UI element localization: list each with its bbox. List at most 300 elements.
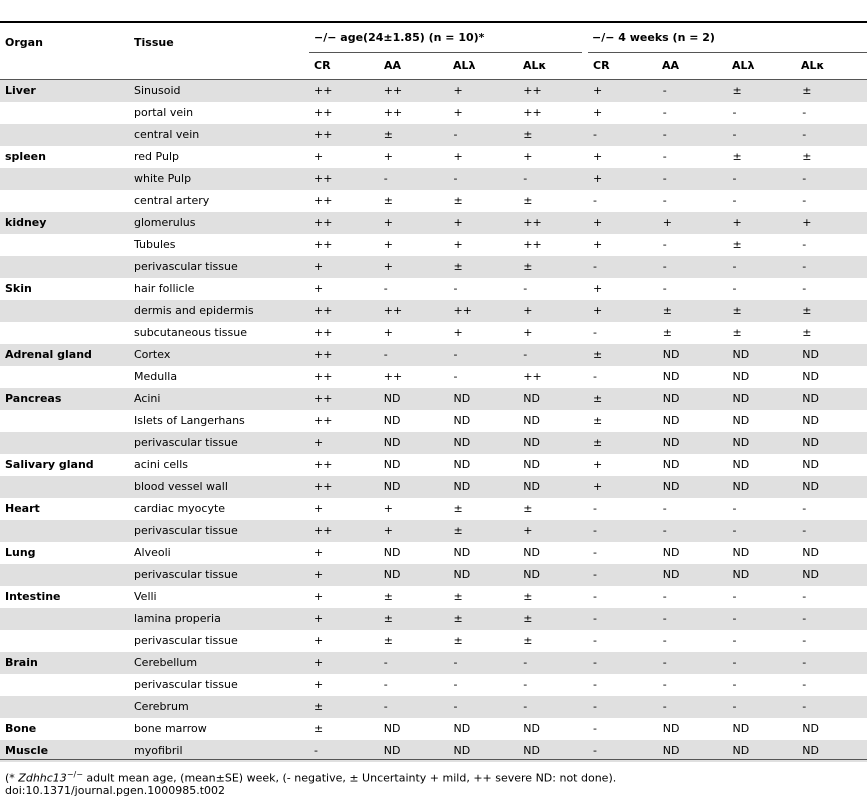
table-row — [0, 366, 867, 388]
value-cell: - — [518, 696, 588, 718]
value-cell: - — [662, 194, 667, 207]
table-row — [0, 718, 867, 740]
value-cell: + — [588, 168, 658, 190]
organ-cell — [0, 674, 129, 696]
value-cell: ± — [518, 608, 588, 630]
organ-cell: Muscle — [0, 740, 129, 762]
value-cell: ± — [518, 124, 588, 146]
value-cell: + — [309, 432, 379, 454]
table-row — [0, 322, 867, 344]
value-cell: ± — [732, 238, 742, 251]
value-cell: ++ — [314, 414, 333, 427]
footnote-prefix: (* — [5, 771, 19, 785]
table-row — [0, 410, 867, 432]
group-4weeks-underline — [588, 52, 867, 53]
tissue-cell: white Pulp — [129, 168, 309, 190]
organ-cell: kidney — [0, 212, 129, 234]
value-cell: ND — [802, 370, 819, 383]
value-cell: ND — [518, 740, 588, 762]
value-cell: - — [593, 546, 597, 559]
value-cell: - — [379, 652, 449, 674]
value-cell: ± — [802, 326, 812, 339]
value-cell: ++ — [523, 106, 542, 119]
value-cell: ± — [379, 608, 449, 630]
value-cell: - — [732, 282, 737, 295]
value-cell: - — [732, 634, 737, 647]
value-cell: ND — [523, 546, 540, 559]
value-cell: - — [728, 520, 798, 542]
footnote-superscript: −/− — [66, 770, 83, 779]
organ-cell — [0, 256, 129, 278]
value-cell: ND — [453, 722, 471, 735]
organ-cell — [0, 366, 129, 388]
organ-cell — [0, 520, 129, 542]
value-cell: + — [379, 520, 449, 542]
subheader-aa-2: AA — [662, 59, 680, 72]
value-cell: - — [662, 590, 667, 603]
value-cell: + — [314, 634, 324, 647]
value-cell: + — [593, 458, 603, 471]
value-cell: ++ — [523, 238, 542, 251]
value-cell: - — [453, 370, 458, 383]
value-cell: + — [314, 502, 324, 515]
value-cell: - — [658, 520, 728, 542]
value-cell: + — [797, 212, 867, 234]
value-cell: - — [518, 652, 588, 674]
value-cell: ± — [523, 634, 533, 647]
tissue-cell: central artery — [134, 194, 210, 207]
value-cell: ± — [383, 194, 393, 207]
value-cell: - — [658, 80, 728, 102]
value-cell: ND — [728, 388, 798, 410]
value-cell: ND — [797, 388, 867, 410]
value-cell: + — [728, 212, 798, 234]
table-row — [0, 344, 867, 366]
value-cell: ± — [449, 256, 519, 278]
value-cell: - — [588, 124, 658, 146]
value-cell: ND — [797, 344, 867, 366]
tissue-cell: Cerebrum — [129, 696, 309, 718]
value-cell: ND — [449, 740, 519, 762]
organ-cell — [0, 234, 129, 256]
value-cell: ± — [593, 414, 603, 427]
value-cell: ND — [802, 458, 819, 471]
tissue-cell: perivascular tissue — [129, 256, 309, 278]
value-cell: - — [797, 124, 867, 146]
value-cell: ± — [449, 608, 519, 630]
value-cell: - — [588, 520, 658, 542]
value-cell: + — [449, 80, 519, 102]
value-cell: ± — [732, 326, 742, 339]
value-cell: ++ — [379, 80, 449, 102]
tissue-cell: myofibril — [129, 740, 309, 762]
subheader-al-kappa-1: ALκ — [523, 59, 547, 72]
top-rule — [0, 21, 867, 23]
group-adult-underline — [309, 52, 582, 53]
value-cell: + — [383, 326, 393, 339]
value-cell: ++ — [309, 124, 379, 146]
value-cell: ± — [453, 634, 463, 647]
value-cell: ND — [662, 546, 680, 559]
table-row — [0, 300, 867, 322]
value-cell: - — [379, 696, 449, 718]
organ-cell: Heart — [5, 502, 40, 515]
value-cell: + — [593, 150, 603, 163]
value-cell: + — [593, 238, 603, 251]
value-cell: - — [728, 608, 798, 630]
value-cell: ND — [449, 476, 519, 498]
tissue-cell: Alveoli — [134, 546, 171, 559]
value-cell: ND — [732, 414, 750, 427]
value-cell: ND — [728, 344, 798, 366]
value-cell: ND — [453, 546, 471, 559]
tissue-cell: Velli — [134, 590, 157, 603]
value-cell: ± — [523, 502, 533, 515]
value-cell: ND — [797, 432, 867, 454]
value-cell: + — [588, 212, 658, 234]
value-cell: ++ — [314, 238, 333, 251]
value-cell: - — [523, 282, 528, 295]
organ-cell — [0, 410, 129, 432]
organ-cell — [0, 432, 129, 454]
value-cell: - — [802, 634, 807, 647]
value-cell: - — [593, 194, 597, 207]
value-cell: ++ — [309, 388, 379, 410]
organ-cell: Pancreas — [0, 388, 129, 410]
tissue-cell: perivascular tissue — [129, 520, 309, 542]
value-cell: ± — [383, 590, 393, 603]
value-cell: ++ — [314, 106, 333, 119]
tissue-cell: cardiac myocyte — [134, 502, 226, 515]
header-group-4weeks: −/− 4 weeks (n = 2) — [592, 31, 715, 44]
value-cell: - — [662, 502, 667, 515]
table-row — [0, 190, 867, 212]
value-cell: ND — [732, 458, 750, 471]
value-cell: ± — [453, 502, 463, 515]
table-row — [0, 454, 867, 476]
value-cell: ++ — [449, 300, 519, 322]
table-row — [0, 674, 867, 696]
value-cell: - — [658, 652, 728, 674]
value-cell: ± — [453, 590, 463, 603]
organ-cell — [0, 322, 129, 344]
table-row — [0, 234, 867, 256]
value-cell: ND — [453, 414, 471, 427]
value-cell: + — [588, 476, 658, 498]
value-cell: - — [732, 678, 737, 691]
value-cell: + — [383, 150, 393, 163]
value-cell: ± — [797, 80, 867, 102]
tissue-cell: bone marrow — [134, 722, 207, 735]
value-cell: + — [309, 652, 379, 674]
value-cell: + — [453, 106, 463, 119]
value-cell: + — [314, 590, 324, 603]
tissue-cell: Tubules — [134, 238, 176, 251]
value-cell: - — [662, 150, 667, 163]
table-row — [0, 124, 867, 146]
value-cell: + — [453, 238, 463, 251]
value-cell: - — [728, 696, 798, 718]
value-cell: - — [379, 168, 449, 190]
table-row — [0, 212, 867, 234]
value-cell: ± — [658, 300, 728, 322]
organ-cell: Intestine — [5, 590, 61, 603]
organ-cell: Bone — [5, 722, 37, 735]
value-cell: - — [797, 520, 867, 542]
value-cell: - — [728, 652, 798, 674]
table-row — [0, 476, 867, 498]
value-cell: ± — [732, 150, 742, 163]
value-cell: + — [518, 300, 588, 322]
table-row — [0, 278, 867, 300]
organ-cell: Lung — [5, 546, 36, 559]
value-cell: + — [309, 256, 379, 278]
value-cell: ND — [383, 458, 401, 471]
value-cell: ND — [658, 740, 728, 762]
table-row — [0, 388, 867, 410]
value-cell: ± — [309, 696, 379, 718]
value-cell: - — [658, 696, 728, 718]
value-cell: - — [797, 608, 867, 630]
value-cell: ± — [728, 300, 798, 322]
value-cell: - — [449, 344, 519, 366]
value-cell: - — [797, 652, 867, 674]
value-cell: + — [453, 150, 463, 163]
value-cell: - — [449, 124, 519, 146]
table-row — [0, 564, 867, 586]
value-cell: - — [802, 282, 807, 295]
value-cell: + — [658, 212, 728, 234]
value-cell: ND — [523, 458, 540, 471]
value-cell: - — [662, 282, 667, 295]
value-cell: ND — [797, 740, 867, 762]
tissue-cell: central vein — [129, 124, 309, 146]
value-cell: - — [523, 678, 528, 691]
value-cell: ++ — [379, 300, 449, 322]
value-cell: ++ — [314, 326, 333, 339]
value-cell: + — [383, 502, 393, 515]
value-cell: ND — [658, 432, 728, 454]
value-cell: + — [523, 150, 533, 163]
table-row — [0, 168, 867, 190]
value-cell: - — [732, 590, 737, 603]
table-row — [0, 542, 867, 564]
bottom-rule — [0, 759, 867, 760]
value-cell: - — [732, 502, 737, 515]
value-cell: + — [314, 546, 324, 559]
value-cell: ++ — [309, 476, 379, 498]
value-cell: - — [658, 608, 728, 630]
tissue-cell: perivascular tissue — [129, 432, 309, 454]
table-row — [0, 498, 867, 520]
value-cell: ND — [518, 432, 588, 454]
organ-cell — [0, 102, 129, 124]
table-row — [0, 608, 867, 630]
value-cell: - — [802, 238, 807, 251]
value-cell: - — [728, 256, 798, 278]
value-cell: - — [593, 370, 597, 383]
value-cell: ND — [518, 388, 588, 410]
tissue-cell: Islets of Langerhans — [134, 414, 245, 427]
value-cell: - — [588, 696, 658, 718]
organ-cell: Salivary gland — [5, 458, 94, 471]
value-cell: ++ — [518, 212, 588, 234]
value-cell: - — [593, 326, 597, 339]
value-cell: ± — [728, 80, 798, 102]
value-cell: - — [728, 168, 798, 190]
value-cell: ++ — [383, 370, 403, 383]
subheader-al-lambda-1: ALλ — [453, 59, 476, 72]
tissue-cell: subcutaneous tissue — [134, 326, 247, 339]
value-cell: + — [314, 282, 324, 295]
value-cell: ND — [728, 476, 798, 498]
doi-line: doi:10.1371/journal.pgen.1000985.t002 — [5, 784, 226, 797]
value-cell: + — [383, 238, 393, 251]
tissue-cell: blood vessel wall — [129, 476, 309, 498]
tissue-cell: perivascular tissue — [129, 564, 309, 586]
value-cell: - — [658, 124, 728, 146]
organ-cell: Liver — [0, 80, 129, 102]
organ-cell: spleen — [5, 150, 46, 163]
value-cell: ++ — [309, 300, 379, 322]
value-cell: ND — [383, 546, 401, 559]
value-cell: + — [523, 326, 533, 339]
value-cell: ND — [379, 432, 449, 454]
value-cell: ND — [449, 432, 519, 454]
tissue-cell: perivascular tissue — [134, 678, 238, 691]
value-cell: + — [453, 326, 463, 339]
organ-cell — [0, 168, 129, 190]
value-cell: + — [588, 300, 658, 322]
value-cell: + — [518, 520, 588, 542]
tissue-cell: Acini — [129, 388, 309, 410]
value-cell: ++ — [309, 80, 379, 102]
value-cell: - — [588, 652, 658, 674]
value-cell: ND — [518, 564, 588, 586]
value-cell: - — [732, 106, 737, 119]
value-cell: ND — [662, 722, 680, 735]
value-cell: ++ — [518, 80, 588, 102]
value-cell: ± — [449, 520, 519, 542]
organ-cell: Brain — [0, 652, 129, 674]
footnote-gene: Zdhhc13 — [18, 771, 67, 785]
value-cell: + — [449, 212, 519, 234]
value-cell: - — [379, 344, 449, 366]
tissue-cell: Sinusoid — [129, 80, 309, 102]
value-cell: ND — [662, 414, 680, 427]
value-cell: + — [588, 80, 658, 102]
value-cell: ND — [728, 740, 798, 762]
value-cell: ND — [379, 388, 449, 410]
value-cell: ND — [797, 564, 867, 586]
value-cell: ND — [658, 388, 728, 410]
value-cell: + — [379, 256, 449, 278]
table-row — [0, 586, 867, 608]
table-footnote — [5, 768, 616, 786]
organ-cell — [0, 564, 129, 586]
value-cell: - — [383, 678, 388, 691]
value-cell: - — [588, 608, 658, 630]
value-cell: ± — [662, 326, 672, 339]
value-cell: - — [593, 502, 597, 515]
tissue-cell: perivascular tissue — [134, 634, 238, 647]
organ-cell — [0, 696, 129, 718]
value-cell: ± — [379, 124, 449, 146]
value-cell: - — [518, 344, 588, 366]
value-cell: ± — [314, 722, 324, 735]
value-cell: ND — [379, 476, 449, 498]
value-cell: ND — [732, 546, 750, 559]
value-cell: ND — [379, 740, 449, 762]
tissue-cell: Cortex — [129, 344, 309, 366]
tissue-cell: acini cells — [134, 458, 189, 471]
value-cell: ++ — [314, 458, 333, 471]
value-cell: ± — [797, 300, 867, 322]
value-cell: - — [588, 256, 658, 278]
value-cell: - — [662, 634, 667, 647]
value-cell: - — [728, 124, 798, 146]
subheader-cr-1: CR — [314, 59, 331, 72]
table-row — [0, 520, 867, 542]
organ-cell — [0, 300, 129, 322]
tissue-cell: lamina properia — [129, 608, 309, 630]
organ-cell — [0, 124, 129, 146]
value-cell: ND — [383, 722, 401, 735]
value-cell: - — [662, 238, 667, 251]
value-cell: ND — [379, 564, 449, 586]
value-cell: ++ — [314, 370, 333, 383]
value-cell: ND — [662, 370, 680, 383]
value-cell: - — [449, 168, 519, 190]
value-cell: - — [593, 678, 597, 691]
value-cell: - — [453, 282, 458, 295]
value-cell: - — [797, 256, 867, 278]
organ-cell: Skin — [5, 282, 32, 295]
table-row — [0, 652, 867, 674]
value-cell: - — [658, 256, 728, 278]
subheader-al-lambda-2: ALλ — [732, 59, 755, 72]
data-table — [0, 80, 867, 762]
table-row — [0, 630, 867, 652]
value-cell: ± — [588, 388, 658, 410]
value-cell: ND — [662, 458, 680, 471]
organ-cell: Adrenal gland — [0, 344, 129, 366]
table-row — [0, 696, 867, 718]
tissue-cell: dermis and epidermis — [129, 300, 309, 322]
value-cell: ND — [802, 546, 819, 559]
value-cell: - — [732, 194, 737, 207]
header-organ: Organ — [5, 36, 43, 49]
value-cell: ND — [797, 476, 867, 498]
value-cell: - — [658, 168, 728, 190]
value-cell: + — [593, 282, 603, 295]
value-cell: - — [802, 590, 807, 603]
value-cell: + — [309, 608, 379, 630]
value-cell: - — [797, 168, 867, 190]
value-cell: - — [802, 194, 807, 207]
value-cell: ND — [728, 432, 798, 454]
value-cell: ND — [453, 458, 471, 471]
value-cell: - — [453, 678, 458, 691]
organ-cell — [0, 608, 129, 630]
tissue-cell: hair follicle — [134, 282, 195, 295]
value-cell: ND — [728, 564, 798, 586]
header-group-adult: −/− age(24±1.85) (n = 10)* — [314, 31, 485, 44]
table-row — [0, 80, 867, 102]
value-cell: - — [593, 722, 597, 735]
footnote-text: adult mean age, (mean±SE) week, (- negative, ± Uncertainty + mild, ++ severe ND: not done). — [82, 771, 617, 785]
value-cell: - — [662, 678, 667, 691]
